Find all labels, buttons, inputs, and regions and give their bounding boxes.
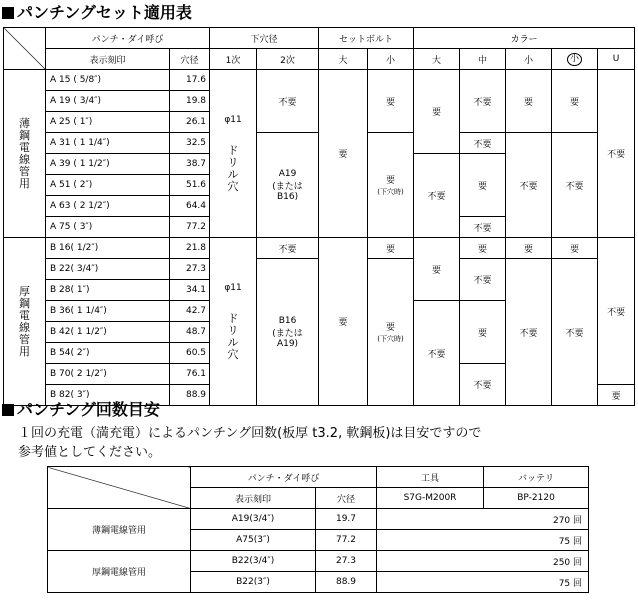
bolt-small-top: 要 (368, 238, 414, 259)
group-label-thick: 厚鋼電線管用 (48, 551, 191, 593)
header-second: 2次 (257, 49, 319, 70)
group-char: 用 (19, 176, 30, 190)
drill-char: 穴 (227, 179, 239, 193)
group-char: 電 (19, 308, 30, 322)
group-label-thin: 薄鋼電線管用 (48, 509, 191, 551)
color-small-bottom: 不要 (506, 133, 552, 238)
first-hole-cell (210, 238, 257, 406)
bolt-large-cell: 要 (319, 238, 368, 406)
color-small2-bottom: 不要 (552, 259, 598, 406)
second-line: A19 (278, 168, 297, 179)
bolt-small-top: 要 (368, 70, 414, 133)
marking-cell: A19(3/4″) (191, 509, 316, 530)
color-small2-top: 要 (552, 238, 598, 259)
header-punch-die: パンチ・ダイ呼び (191, 467, 377, 488)
marking-cell: B 82( 3″) (46, 385, 170, 406)
hole-dia-cell: 27.3 (316, 551, 377, 572)
bolt-large-cell: 要 (319, 70, 368, 238)
color-mid-1: 要 (460, 238, 506, 259)
marking-cell: A 75 ( 3″) (46, 217, 170, 238)
marking-cell: B 54( 2″) (46, 343, 170, 364)
hole-dia-cell: 77.2 (170, 217, 210, 238)
group-char: 用 (19, 344, 30, 358)
hole-dia-cell: 26.1 (170, 112, 210, 133)
color-u-bottom: 要 (598, 385, 635, 406)
header-punch-die: パンチ・ダイ呼び (46, 28, 210, 49)
color-large-bottom: 不要 (414, 154, 460, 238)
color-small-bottom: 不要 (506, 259, 552, 406)
square-bullet-icon (2, 7, 14, 19)
punch-count-cell: 75 回 (377, 530, 589, 551)
group-char: 厚 (19, 284, 30, 298)
heading-text: パンチングセット適用表 (17, 3, 192, 22)
bolt-small-bottom (368, 259, 414, 406)
second-hole-top: 不要 (257, 70, 319, 133)
second-hole-main (257, 259, 319, 406)
header-color-mid: 中 (460, 49, 506, 70)
color-mid-3: 要 (460, 301, 506, 364)
hole-dia-cell: 34.1 (170, 280, 210, 301)
header-color-small: 小 (506, 49, 552, 70)
group-char: 管 (19, 164, 30, 178)
marking-cell: B22(3″) (191, 572, 316, 593)
hole-dia-cell: 77.2 (316, 530, 377, 551)
drill-hole-label (210, 313, 256, 361)
color-u-top: 不要 (598, 238, 635, 385)
color-mid-2: 不要 (460, 133, 506, 154)
color-mid-4: 不要 (460, 217, 506, 238)
punch-count-cell: 75 回 (377, 572, 589, 593)
header-bolt-large: 大 (319, 49, 368, 70)
section-heading-punch-count (2, 401, 160, 419)
second-line: B16 (278, 315, 297, 326)
hole-dia-cell: 88.9 (170, 385, 210, 406)
marking-cell: B 70( 2 1/2″) (46, 364, 170, 385)
bolt-small-value: 要 (386, 176, 396, 186)
square-bullet-icon (2, 404, 14, 416)
marking-cell: A 39 ( 1 1/2″) (46, 154, 170, 175)
hole-dia-cell: 32.5 (170, 133, 210, 154)
header-tool-model: S7G-M200R (377, 488, 484, 509)
header-pilot-hole: 下穴径 (210, 28, 319, 49)
color-mid-2: 不要 (460, 259, 506, 301)
second-line: A19) (276, 338, 299, 349)
header-color-large: 大 (414, 49, 460, 70)
header-bolt-small: 小 (368, 49, 414, 70)
group-char: 線 (19, 320, 30, 334)
header-set-bolt: セットボルト (319, 28, 414, 49)
marking-cell: A 25 ( 1″) (46, 112, 170, 133)
header-battery-model: BP-2120 (484, 488, 589, 509)
header-hole-dia: 穴径 (316, 488, 377, 509)
group-char: 管 (19, 332, 30, 346)
second-line: (または (272, 181, 303, 192)
hole-dia-cell: 60.5 (170, 343, 210, 364)
intro-line-1: １回の充電（満充電）によるパンチング回数(板厚 t3.2, 軟鋼板)は目安ですので (18, 426, 482, 441)
color-mid-1: 不要 (460, 70, 506, 133)
header-first: 1次 (210, 49, 257, 70)
hole-dia-cell: 27.3 (170, 259, 210, 280)
drill-char: ル (227, 335, 239, 349)
color-mid-4: 不要 (460, 364, 506, 406)
hole-dia-cell: 51.6 (170, 175, 210, 196)
marking-cell: B 42( 1 1/2″) (46, 322, 170, 343)
drill-char: 穴 (227, 347, 239, 361)
header-battery: バッテリ (484, 467, 589, 488)
marking-cell: B 16( 1/2″) (46, 238, 170, 259)
second-hole-main (257, 133, 319, 238)
punch-count-cell: 270 回 (377, 509, 589, 530)
section-heading-applicable-table (2, 4, 192, 22)
drill-char: ド (227, 311, 239, 325)
bolt-small-note: (下穴時) (377, 188, 404, 196)
marking-cell: A 51 ( 2″) (46, 175, 170, 196)
drill-char: リ (227, 155, 239, 169)
group-char: 鋼 (19, 128, 30, 142)
bolt-small-value: 要 (386, 323, 396, 333)
hole-dia-cell: 21.8 (170, 238, 210, 259)
heading-text: パンチング回数目安 (17, 400, 160, 419)
header-color: カラー (414, 28, 635, 49)
intro-line-2: 参考値としてください。 (18, 445, 162, 460)
marking-cell: B 36( 1 1/4″) (46, 301, 170, 322)
header-color-small-circled (552, 49, 598, 70)
color-small-top: 要 (506, 70, 552, 133)
header-color-u: U (598, 49, 635, 70)
punch-count-table (47, 466, 589, 593)
second-line: (または (272, 328, 303, 339)
hole-dia-cell: 76.1 (170, 364, 210, 385)
color-large-bottom: 不要 (414, 301, 460, 406)
group-label-thin (4, 70, 46, 238)
marking-cell: A75(3″) (191, 530, 316, 551)
drill-hole-label (210, 145, 256, 193)
circled-small-label: 小 (567, 53, 582, 66)
hole-dia-cell: 19.7 (316, 509, 377, 530)
header-hole-dia: 穴径 (170, 49, 210, 70)
header-tool: 工具 (377, 467, 484, 488)
hole-dia-cell: 38.7 (170, 154, 210, 175)
phi-label: φ11 (224, 114, 242, 125)
hole-dia-cell: 88.9 (316, 572, 377, 593)
second-hole-top: 不要 (257, 238, 319, 259)
marking-cell: A 31 ( 1 1/4″) (46, 133, 170, 154)
group-char: 鋼 (19, 296, 30, 310)
marking-cell: A 63 ( 2 1/2″) (46, 196, 170, 217)
marking-cell: B22(3/4″) (191, 551, 316, 572)
header-marking: 表示刻印 (46, 49, 170, 70)
marking-cell: A 15 ( 5/8″) (46, 70, 170, 91)
group-char: 電 (19, 140, 30, 154)
corner-diagonal-cell (48, 467, 191, 509)
hole-dia-cell: 64.4 (170, 196, 210, 217)
group-label-thick (4, 238, 46, 406)
drill-char: ド (227, 143, 239, 157)
color-small2-bottom: 不要 (552, 133, 598, 238)
phi-label: φ11 (224, 282, 242, 293)
hole-dia-cell: 42.7 (170, 301, 210, 322)
bolt-small-bottom (368, 133, 414, 238)
marking-cell: B 28( 1″) (46, 280, 170, 301)
hole-dia-cell: 48.7 (170, 322, 210, 343)
hole-dia-cell: 17.6 (170, 70, 210, 91)
second-line: B16) (276, 191, 299, 202)
header-marking: 表示刻印 (191, 488, 316, 509)
drill-char: ル (227, 167, 239, 181)
color-large-top: 要 (414, 70, 460, 154)
drill-char: リ (227, 323, 239, 337)
first-hole-cell (210, 70, 257, 238)
marking-cell: A 19 ( 3/4″) (46, 91, 170, 112)
color-u-cell: 不要 (598, 70, 635, 238)
group-char: 薄 (19, 116, 30, 130)
group-char: 線 (19, 152, 30, 166)
punching-set-table (3, 27, 635, 406)
color-mid-3: 要 (460, 154, 506, 217)
punch-count-cell: 250 回 (377, 551, 589, 572)
hole-dia-cell: 19.8 (170, 91, 210, 112)
color-large-top: 要 (414, 238, 460, 301)
color-small2-top: 要 (552, 70, 598, 133)
marking-cell: B 22( 3/4″) (46, 259, 170, 280)
corner-diagonal-cell (4, 28, 46, 70)
bolt-small-note: (下穴時) (377, 335, 404, 343)
color-small-top: 要 (506, 238, 552, 259)
